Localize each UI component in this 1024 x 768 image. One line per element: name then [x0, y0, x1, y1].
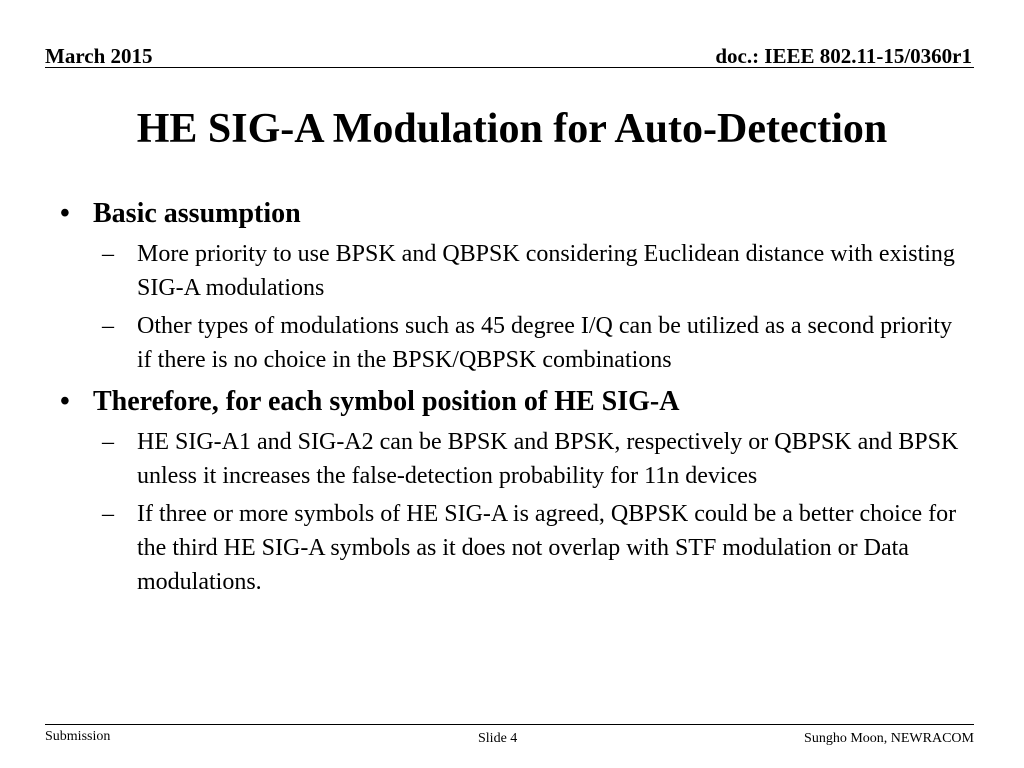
bullet-item [60, 195, 972, 233]
header-date: March 2015 [45, 44, 153, 68]
footer-submission: Submission [45, 729, 111, 744]
footer-author: Sungho Moon, NEWRACOM [804, 731, 974, 746]
dash-icon: – [102, 313, 114, 339]
sub-bullet-item [60, 497, 972, 599]
footer-rule [45, 724, 974, 725]
dash-icon: – [102, 501, 114, 527]
footer-slide-number: Slide 4 [478, 731, 518, 746]
bullet-text: Therefore, for each symbol position of HE SIG-A [93, 386, 680, 417]
sub-bullet-text: More priority to use BPSK and QBPSK considering Euclidean distance with existing SIG-A modulations [137, 241, 955, 301]
slide-title: HE SIG-A Modulation for Auto-Detection [136, 106, 888, 152]
header-doc-id: doc.: IEEE 802.11-15/0360r1 [715, 44, 972, 68]
bullet-item [60, 383, 972, 421]
slide-content [60, 195, 972, 599]
bullet-text: Basic assumption [93, 198, 301, 229]
sub-bullet-item [60, 425, 972, 493]
dash-icon: – [102, 429, 114, 455]
sub-bullet-item [60, 309, 972, 377]
sub-bullet-text: If three or more symbols of HE SIG-A is agreed, QBPSK could be a better choice for the third HE SIG-A symbols as it does not overlap with STF modulation or Data modulations. [137, 501, 957, 595]
bullet-icon: • [60, 198, 70, 229]
sub-bullet-item [60, 237, 972, 305]
sub-bullet-text: HE SIG-A1 and SIG-A2 can be BPSK and BPSK, respectively or QBPSK and BPSK unless it increases the false-detection probability for 11n devices [137, 429, 959, 489]
header-rule [45, 67, 974, 68]
dash-icon: – [102, 241, 114, 267]
bullet-icon: • [60, 386, 70, 417]
sub-bullet-text: Other types of modulations such as 45 degree I/Q can be utilized as a second priority if there is no choice in the BPSK/QBPSK combinations [137, 313, 953, 373]
